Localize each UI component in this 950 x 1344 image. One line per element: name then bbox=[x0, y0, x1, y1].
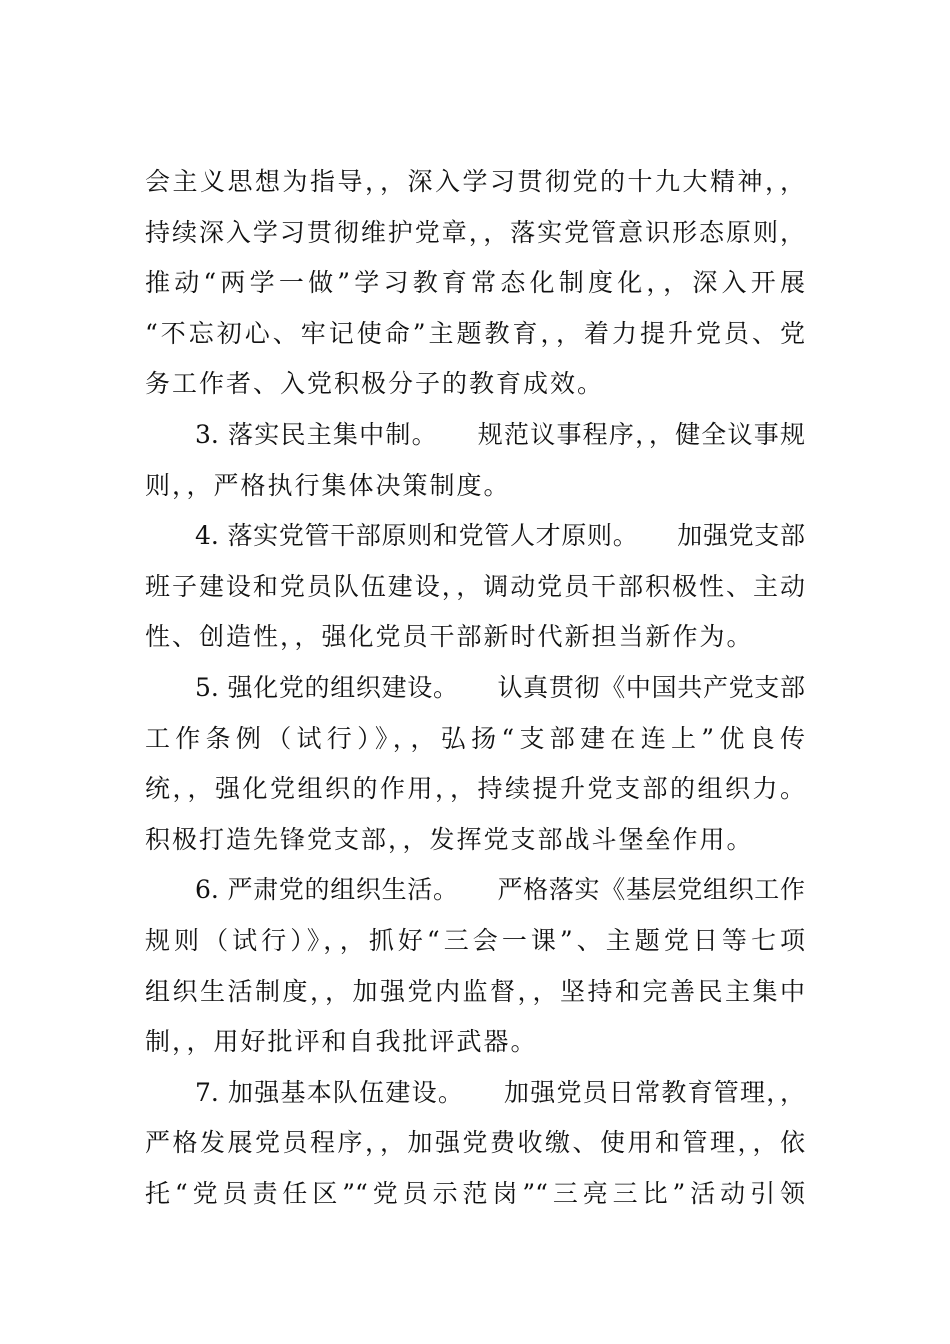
paragraph-heading-3: 3. 落实民主集中制。 规范议事程序，，健全议事规 bbox=[195, 419, 805, 449]
text-line: 则，，严格执行集体决策制度。 bbox=[145, 470, 511, 500]
text-line: 制，，用好批评和自我批评武器。 bbox=[145, 1027, 538, 1057]
document-body bbox=[145, 157, 805, 1219]
text-line: 规则（试行）》，，抓好“三会一课”、主题党日等七项 bbox=[145, 925, 805, 955]
paragraph-heading-5: 5. 强化党的组织建设。 认真贯彻《中国共产党支部 bbox=[195, 672, 805, 702]
text-line: 托“党员责任区”“党员示范岗”“三亮三比”活动引领 bbox=[145, 1178, 805, 1208]
text-line: 性、创造性，，强化党员干部新时代新担当新作为。 bbox=[145, 622, 754, 652]
text-line: 积极打造先锋党支部，，发挥党支部战斗堡垒作用。 bbox=[145, 824, 754, 854]
text-line: 持续深入学习贯彻维护党章，，落实党管意识形态原则， bbox=[145, 217, 805, 247]
paragraph-heading-6: 6. 严肃党的组织生活。 严格落实《基层党组织工作 bbox=[195, 875, 805, 905]
text-line: 推动“两学一做”学习教育常态化制度化，，深入开展 bbox=[145, 268, 805, 298]
text-line: 组织生活制度，，加强党内监督，，坚持和完善民主集中 bbox=[145, 976, 805, 1006]
text-line: 工作条例（试行）》，，弘扬“支部建在连上”优良传 bbox=[145, 723, 805, 753]
text-line: 严格发展党员程序，，加强党费收缴、使用和管理，，依 bbox=[145, 1128, 805, 1158]
text-line: 会主义思想为指导，，深入学习贯彻党的十九大精神，， bbox=[145, 167, 805, 196]
paragraph-heading-7: 7. 加强基本队伍建设。 加强党员日常教育管理，， bbox=[195, 1077, 805, 1107]
text-line: 统，，强化党组织的作用，，持续提升党支部的组织力。 bbox=[145, 774, 805, 804]
text-line: 班子建设和党员队伍建设，，调动党员干部积极性、主动 bbox=[145, 571, 805, 601]
paragraph-heading-4: 4. 落实党管干部原则和党管人才原则。 加强党支部 bbox=[195, 521, 805, 551]
text-line: 务工作者、入党积极分子的教育成效。 bbox=[145, 369, 605, 399]
text-line: “不忘初心、牢记使命”主题教育，，着力提升党员、党 bbox=[145, 318, 805, 348]
